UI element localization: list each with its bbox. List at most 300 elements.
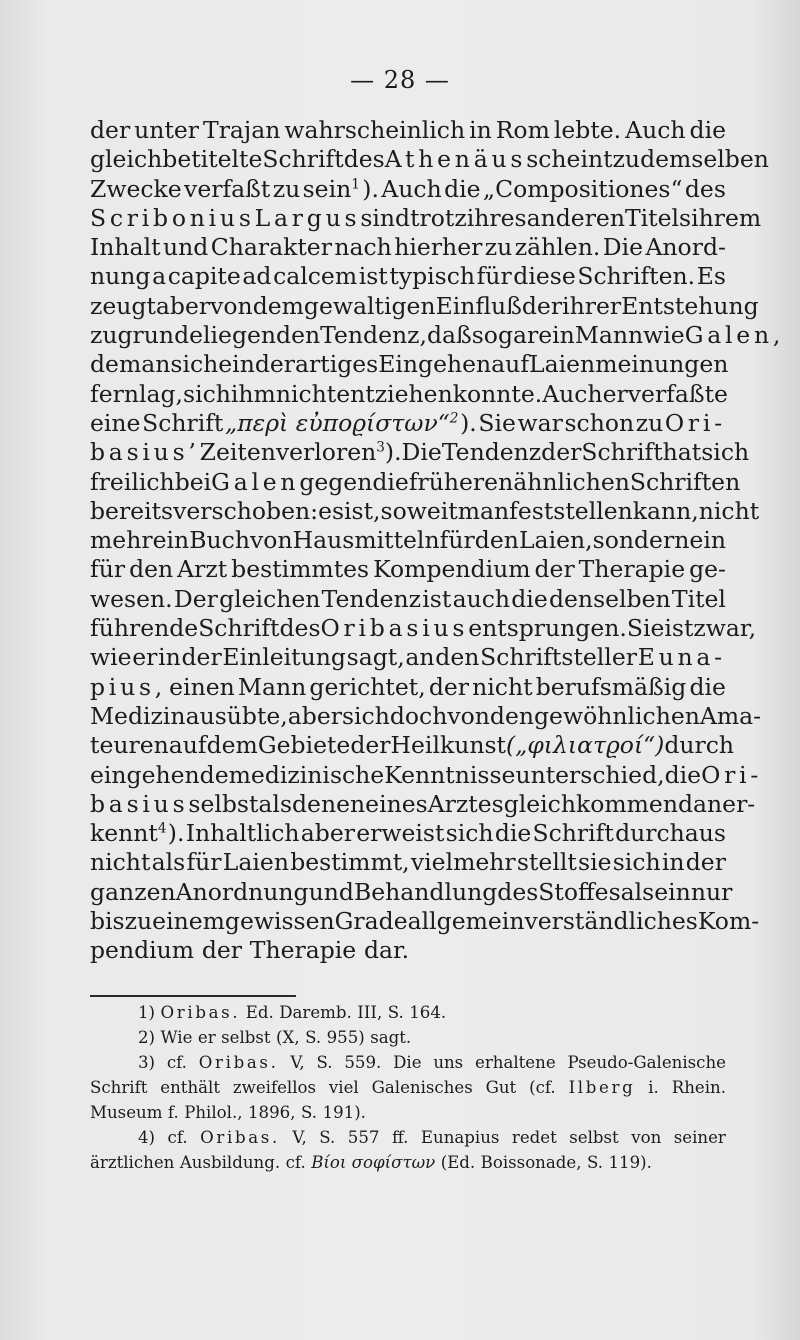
text-line bbox=[90, 409, 726, 438]
word: Oribasius bbox=[320, 614, 469, 643]
word: 119). bbox=[608, 1153, 652, 1172]
word: ad bbox=[242, 262, 272, 291]
word: konnte. bbox=[452, 379, 543, 408]
word: Auch bbox=[625, 116, 686, 144]
word: gegen bbox=[299, 467, 373, 496]
word: kann, bbox=[632, 496, 699, 525]
word: (cf. bbox=[529, 1078, 556, 1097]
word: eingehende bbox=[90, 760, 229, 789]
word: erweist bbox=[356, 819, 445, 848]
word: die bbox=[689, 672, 726, 701]
text-line bbox=[90, 203, 762, 233]
word: Es bbox=[696, 262, 726, 291]
text-line bbox=[90, 701, 762, 731]
word: stellt bbox=[516, 848, 577, 877]
word: S. bbox=[300, 1103, 318, 1122]
word: selbst bbox=[221, 1028, 271, 1047]
word: basius’ bbox=[90, 438, 200, 467]
word: fern bbox=[90, 379, 139, 408]
word: er bbox=[132, 643, 158, 672]
word: nicht bbox=[275, 379, 337, 408]
word: sich bbox=[341, 701, 390, 730]
word: Kompendium bbox=[373, 555, 531, 584]
word: S. bbox=[387, 1003, 404, 1022]
word: doch bbox=[389, 701, 448, 730]
word: der bbox=[685, 848, 726, 877]
word: er bbox=[602, 379, 628, 408]
word: ist bbox=[422, 584, 452, 613]
text-line bbox=[90, 116, 726, 145]
word: die bbox=[689, 116, 726, 144]
word: Schrift bbox=[532, 819, 614, 848]
word: eine bbox=[90, 408, 141, 437]
word: dem bbox=[252, 291, 304, 320]
word: wesen. bbox=[90, 584, 173, 613]
word: cf. bbox=[166, 1053, 187, 1072]
word: des bbox=[684, 174, 726, 203]
footnote-line bbox=[90, 1025, 726, 1050]
word: zu bbox=[124, 907, 153, 936]
word: Laien, bbox=[518, 526, 593, 555]
word: und bbox=[308, 877, 354, 906]
word: Oribas. bbox=[200, 1128, 280, 1147]
word: ist bbox=[664, 614, 694, 643]
word: Euna- bbox=[637, 643, 726, 672]
text-line bbox=[90, 233, 726, 262]
word: 557 bbox=[347, 1128, 380, 1147]
word: gewaltigen bbox=[303, 291, 436, 320]
word: Schrift bbox=[581, 438, 663, 467]
word: kennt$^4$ bbox=[90, 819, 167, 848]
footnote-ref: 3 bbox=[376, 439, 385, 456]
word: auch bbox=[452, 584, 511, 613]
word: Anord- bbox=[645, 233, 726, 262]
word: Zwecke bbox=[90, 174, 182, 203]
word: Schrift bbox=[90, 1078, 148, 1097]
word: der bbox=[350, 731, 391, 760]
word: hat bbox=[662, 438, 702, 467]
word: Einfluß bbox=[435, 291, 522, 320]
word: zugrunde bbox=[90, 321, 204, 350]
text-line bbox=[90, 819, 726, 848]
word: derartiges bbox=[254, 350, 379, 379]
word: selbst bbox=[569, 1128, 619, 1147]
word: lag, bbox=[138, 379, 184, 408]
greek-term: „περὶ εὐποϱίστων“$^2$ bbox=[225, 408, 459, 437]
word: seiner bbox=[673, 1128, 726, 1147]
word: wahrscheinlich bbox=[284, 116, 466, 144]
text-line bbox=[90, 321, 785, 350]
word: einem bbox=[152, 907, 225, 936]
word: der bbox=[428, 672, 469, 701]
word: Schriften. bbox=[577, 262, 696, 291]
word: Arzt bbox=[177, 555, 228, 584]
word: ein bbox=[654, 877, 691, 906]
word: Tendenz, bbox=[320, 321, 427, 350]
word: Oribas. bbox=[198, 1053, 279, 1072]
text-line bbox=[90, 614, 757, 643]
word: freilich bbox=[90, 467, 175, 496]
word: gleichbetitelte bbox=[90, 145, 263, 174]
word: ge- bbox=[689, 555, 726, 584]
word: Anordnung bbox=[175, 877, 309, 906]
word: ihrer bbox=[562, 291, 622, 320]
word: als bbox=[151, 848, 186, 877]
word: Mann bbox=[574, 321, 644, 350]
word: Daremb. bbox=[279, 1003, 352, 1022]
word: aner- bbox=[693, 789, 756, 818]
word: den bbox=[435, 643, 480, 672]
word: 164. bbox=[409, 1003, 447, 1022]
word: sind bbox=[360, 203, 411, 232]
word: Buch bbox=[189, 526, 250, 555]
word: zu bbox=[612, 145, 641, 174]
text-line bbox=[90, 877, 733, 907]
word: 1896, bbox=[248, 1103, 296, 1122]
word: Galenisches bbox=[371, 1078, 473, 1097]
word: den bbox=[474, 526, 519, 555]
word: sich bbox=[612, 848, 661, 877]
word: ). bbox=[362, 174, 379, 203]
word: Sie bbox=[478, 408, 516, 437]
word: ausübte, bbox=[185, 701, 288, 730]
word: als bbox=[258, 789, 293, 818]
word: Oribas. bbox=[160, 1003, 241, 1022]
word: als bbox=[620, 877, 655, 906]
word: sie bbox=[578, 848, 612, 877]
word: typisch bbox=[389, 262, 475, 291]
word: Tendenz bbox=[321, 584, 422, 613]
word: schon bbox=[564, 408, 635, 437]
word: bestimmtes bbox=[231, 555, 370, 584]
word: verfaßte bbox=[627, 379, 728, 408]
word: die bbox=[511, 584, 548, 613]
word: ihm bbox=[230, 379, 276, 408]
word: Die bbox=[602, 233, 644, 262]
text-line bbox=[90, 350, 729, 379]
word: nur bbox=[690, 877, 733, 906]
word: Kom- bbox=[697, 907, 760, 936]
word: Tendenz bbox=[441, 438, 542, 467]
word: Grade bbox=[334, 907, 408, 936]
word: Hausmitteln bbox=[292, 526, 440, 555]
word: 559. bbox=[344, 1053, 382, 1072]
text-line bbox=[90, 643, 726, 672]
word: Therapie bbox=[249, 936, 357, 965]
word: Philol., bbox=[184, 1103, 243, 1122]
word: calcem bbox=[273, 262, 358, 291]
word: V, bbox=[290, 1053, 305, 1072]
word: viel bbox=[328, 1078, 359, 1097]
word: Galen bbox=[211, 467, 300, 496]
word: ist, bbox=[344, 496, 381, 525]
word: redet bbox=[511, 1128, 557, 1147]
word: Ed. bbox=[245, 1003, 274, 1022]
word: gleichkommend bbox=[503, 789, 694, 818]
text-line bbox=[90, 496, 760, 526]
word: die bbox=[372, 467, 409, 496]
word: Zeiten bbox=[199, 438, 276, 467]
word: cf. bbox=[285, 1153, 306, 1172]
page-number: — 28 — bbox=[350, 66, 450, 94]
word: medizinische bbox=[228, 760, 385, 789]
word: denen bbox=[292, 789, 366, 818]
word: berufsmäßig bbox=[535, 672, 687, 701]
word: ärztlichen bbox=[90, 1153, 175, 1172]
text-line bbox=[90, 673, 726, 702]
word: zweifellos bbox=[232, 1078, 317, 1097]
text-line bbox=[90, 848, 726, 877]
text-line bbox=[90, 175, 726, 204]
word: Schriften bbox=[629, 467, 741, 496]
word: bei bbox=[174, 467, 212, 496]
word: Largus bbox=[254, 203, 361, 232]
word: aber bbox=[155, 291, 211, 320]
word: Eunapius bbox=[420, 1128, 500, 1147]
greek-term: („φιλιατϱοί“) bbox=[505, 731, 665, 760]
word: ihrem bbox=[691, 203, 762, 232]
word: daß bbox=[426, 321, 472, 350]
word: des bbox=[343, 145, 385, 174]
word: sich bbox=[183, 379, 231, 408]
footnote-line bbox=[90, 1000, 726, 1025]
word: Laienmeinungen bbox=[529, 350, 729, 379]
word: feststellen bbox=[509, 496, 633, 525]
word: Einleitung bbox=[222, 643, 346, 672]
word: bestimmt, bbox=[290, 848, 410, 877]
word: des bbox=[497, 877, 539, 906]
word: nicht bbox=[472, 672, 533, 701]
word: man bbox=[457, 496, 510, 525]
word: der bbox=[181, 643, 222, 672]
word: entsprungen. bbox=[468, 614, 627, 643]
word: wie bbox=[643, 321, 685, 350]
word: Schrift bbox=[198, 614, 280, 643]
word: 2) bbox=[138, 1028, 156, 1047]
word: gewöhnlichen bbox=[534, 701, 700, 730]
text-line bbox=[90, 380, 726, 409]
word: für bbox=[186, 848, 222, 877]
word: Pseudo-Galenische bbox=[567, 1053, 726, 1072]
word: a bbox=[152, 262, 167, 291]
word: sagt, bbox=[346, 643, 405, 672]
word: in bbox=[158, 643, 181, 672]
text-line bbox=[90, 585, 726, 614]
word: aber bbox=[287, 701, 342, 730]
word: Eingehen bbox=[378, 350, 492, 379]
footnote-ref: 4 bbox=[157, 820, 167, 837]
word: der bbox=[90, 116, 131, 144]
word: in bbox=[469, 116, 492, 144]
word: zu bbox=[272, 174, 301, 203]
word: basius bbox=[90, 789, 189, 818]
footnote-line bbox=[90, 1100, 726, 1125]
word: ihres bbox=[466, 203, 527, 232]
word: ein bbox=[152, 526, 190, 555]
text-line bbox=[90, 291, 759, 321]
word: teuren bbox=[90, 731, 169, 760]
word: der bbox=[534, 555, 575, 584]
word: S. bbox=[319, 1128, 336, 1147]
word: den bbox=[129, 555, 174, 584]
word: Rhein. bbox=[671, 1078, 726, 1097]
word: Titel bbox=[671, 584, 726, 613]
word: durchaus bbox=[615, 819, 726, 848]
word: zeugt bbox=[90, 291, 156, 320]
word: liegenden bbox=[203, 321, 321, 350]
greek-term: Βίοι σοφίστων bbox=[311, 1153, 436, 1172]
word: Gut bbox=[485, 1078, 517, 1097]
word: zu bbox=[484, 233, 513, 262]
word: Behandlung bbox=[353, 877, 498, 906]
footnote-divider bbox=[90, 995, 296, 997]
word: verloren$^3$ bbox=[275, 438, 385, 467]
word: Athenäus bbox=[384, 145, 527, 174]
word: Auch bbox=[542, 379, 603, 408]
footnote-ref: 1 bbox=[351, 176, 360, 193]
word: ein bbox=[689, 526, 726, 555]
word: V, bbox=[292, 1128, 307, 1147]
word: Stoffes bbox=[538, 877, 621, 906]
text-line bbox=[90, 438, 750, 467]
word: III, bbox=[357, 1003, 383, 1022]
word: Charakter bbox=[210, 233, 332, 262]
word: des bbox=[279, 614, 321, 643]
word: dem bbox=[90, 350, 142, 379]
word: cf. bbox=[167, 1128, 188, 1147]
word: Museum bbox=[90, 1103, 163, 1122]
text-line bbox=[90, 731, 735, 760]
word: von bbox=[447, 701, 490, 730]
word: sich bbox=[445, 819, 494, 848]
word: hierher bbox=[394, 233, 483, 262]
text-line bbox=[90, 907, 760, 936]
word: (X, bbox=[276, 1028, 300, 1047]
word: ähnlichen bbox=[513, 467, 630, 496]
word: demselben bbox=[640, 145, 769, 174]
word: zählen. bbox=[514, 233, 601, 262]
word: von bbox=[631, 1128, 662, 1147]
word: erhaltene bbox=[475, 1053, 556, 1072]
word: Boissonade, bbox=[480, 1153, 582, 1172]
word: anderen bbox=[526, 203, 625, 232]
word: dar. bbox=[363, 936, 410, 965]
word: Ama- bbox=[699, 701, 762, 730]
word: die bbox=[494, 819, 532, 848]
word: sogar bbox=[471, 321, 539, 350]
word: sich bbox=[170, 350, 219, 379]
word: führende bbox=[90, 614, 199, 643]
word: Medizin bbox=[90, 701, 186, 730]
word: Trajan bbox=[203, 116, 281, 144]
word: verschoben: bbox=[173, 496, 319, 525]
word: die bbox=[444, 174, 481, 203]
word: ). bbox=[460, 408, 477, 437]
word: sein$^1$ bbox=[302, 174, 360, 203]
word: verfaßt bbox=[184, 174, 271, 203]
word: ist bbox=[358, 262, 388, 291]
word: Sie bbox=[626, 614, 665, 643]
word: (Ed. bbox=[440, 1153, 476, 1172]
word: gleichen bbox=[219, 584, 321, 613]
word: unter bbox=[134, 116, 200, 144]
word: 3) bbox=[138, 1053, 156, 1072]
word: nicht bbox=[698, 496, 760, 525]
word: Inhaltlich bbox=[185, 819, 300, 848]
word: S. bbox=[586, 1153, 604, 1172]
word: von bbox=[250, 526, 293, 555]
word: S. bbox=[305, 1028, 322, 1047]
word: einen bbox=[169, 672, 235, 701]
word: sondern bbox=[592, 526, 690, 555]
word: aber bbox=[300, 819, 355, 848]
word: entziehen bbox=[336, 379, 453, 408]
footnote-ref: 2 bbox=[449, 410, 459, 427]
word: dem bbox=[206, 731, 258, 760]
word: Arztes bbox=[427, 789, 504, 818]
word: Titels bbox=[624, 203, 692, 232]
word: der bbox=[541, 438, 582, 467]
word: Der bbox=[173, 584, 218, 613]
word: denselben bbox=[548, 584, 671, 613]
word: vielmehr bbox=[410, 848, 516, 877]
word: nach bbox=[334, 233, 392, 262]
word: auf bbox=[168, 731, 207, 760]
word: nung bbox=[90, 262, 151, 291]
word: mehr bbox=[90, 526, 153, 555]
main-text bbox=[90, 116, 785, 966]
word: Ori- bbox=[701, 760, 763, 789]
word: lebte. bbox=[553, 116, 622, 144]
word: der bbox=[201, 936, 243, 965]
text-line bbox=[90, 467, 741, 497]
word: ff. bbox=[391, 1128, 409, 1147]
word: S. bbox=[316, 1053, 333, 1072]
word: sagt. bbox=[370, 1028, 412, 1047]
word: Die bbox=[401, 438, 442, 467]
word: der bbox=[521, 291, 563, 320]
footnotes bbox=[90, 1000, 726, 1175]
word: enthält bbox=[160, 1078, 221, 1097]
word: ). bbox=[167, 819, 185, 848]
word: Therapie bbox=[578, 555, 686, 584]
word: soweit bbox=[380, 496, 458, 525]
word: pius, bbox=[90, 672, 167, 701]
word: für bbox=[90, 555, 126, 584]
word: Ori- bbox=[664, 408, 726, 437]
word: ). bbox=[384, 438, 402, 467]
footnote-line bbox=[90, 1075, 726, 1100]
text-line bbox=[90, 936, 726, 965]
word: trotz bbox=[410, 203, 467, 232]
word: Entstehung bbox=[621, 291, 759, 320]
word: früheren bbox=[408, 467, 514, 496]
word: f. bbox=[167, 1103, 179, 1122]
word: „Compositiones“ bbox=[482, 174, 683, 203]
footnote-line bbox=[90, 1150, 726, 1175]
word: Rom bbox=[495, 116, 550, 144]
word: Mann bbox=[237, 672, 307, 701]
word: ein bbox=[538, 321, 575, 350]
word: ganzen bbox=[90, 877, 176, 906]
word: selbst bbox=[188, 789, 259, 818]
word: an bbox=[141, 350, 171, 379]
word: und bbox=[162, 233, 209, 262]
word: capite bbox=[167, 262, 241, 291]
word: Auch bbox=[381, 174, 442, 203]
word: Galen, bbox=[684, 321, 785, 350]
word: unterschied, bbox=[515, 760, 665, 789]
